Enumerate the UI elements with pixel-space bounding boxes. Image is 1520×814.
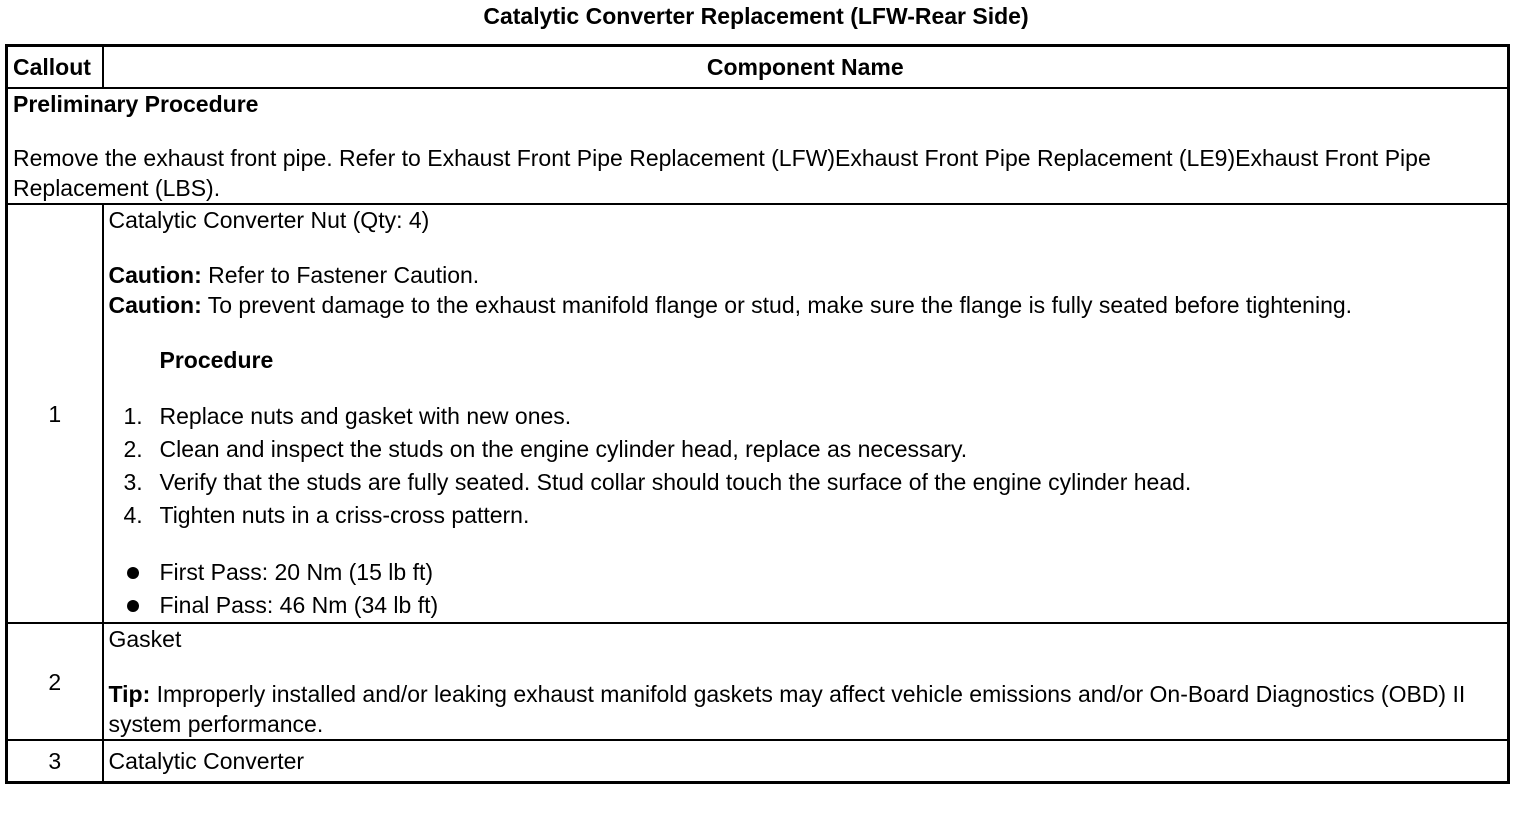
step-text: Replace nuts and gasket with new ones. [159,403,572,429]
procedure-heading: Procedure [159,347,274,373]
tip-label: Tip: [108,681,151,707]
list-item [109,400,1503,433]
list-item [109,499,1503,532]
preliminary-text: Remove the exhaust front pipe. Refer to Exhaust Front Pipe Replacement (LFW)Exhaust Front Pipe Replacement (LE9)Exhaust Front Pipe Replacement (LBS). [13,145,1431,201]
step-number: 3. [123,469,143,495]
component-name: Catalytic Converter Nut (Qty: 4) [108,207,430,233]
preliminary-row [7,88,1509,204]
caution-text: To prevent damage to the exhaust manifold flange or stud, make sure the flange is fully seated before tightening. [201,292,1353,318]
step-text: Clean and inspect the studs on the engine cylinder head, replace as necessary. [159,436,968,462]
callout-number: 2 [7,623,103,740]
procedure-steps [109,400,1503,532]
header-component-name: Component Name [103,46,1509,89]
component-name: Catalytic Converter [103,740,1509,783]
step-text: Verify that the studs are fully seated. Stud collar should touch the surface of the engine cylinder head. [159,469,1192,495]
header-callout: Callout [7,46,103,89]
bullet-icon [127,600,139,612]
table-row [7,740,1509,783]
header-row [7,46,1509,89]
step-text: Tighten nuts in a criss-cross pattern. [159,502,530,528]
list-item [109,556,1503,589]
list-item [109,589,1503,622]
caution-line [109,260,1503,290]
caution-line [109,290,1503,320]
component-name: Gasket [108,626,182,652]
caution-text: Refer to Fastener Caution. [201,262,480,288]
step-number: 1. [123,403,143,429]
document-title: Catalytic Converter Replacement (LFW-Rear Side) [483,3,1029,29]
list-item [109,433,1503,466]
list-item [109,466,1503,499]
caution-label: Caution: [108,262,202,288]
caution-label: Caution: [108,292,202,318]
component-cell [103,204,1509,623]
callout-number: 1 [7,204,103,623]
table-row [7,623,1509,740]
step-number: 4. [123,502,143,528]
preliminary-cell [7,88,1509,204]
pass-text: First Pass: 20 Nm (15 lb ft) [159,559,434,585]
tip-text [109,679,1503,739]
torque-passes [109,556,1503,622]
pass-text: Final Pass: 46 Nm (34 lb ft) [159,592,439,618]
tip-body: Improperly installed and/or leaking exhaust manifold gaskets may affect vehicle emissions and/or On-Board Diagnostics (OBD) II system performance. [108,681,1466,737]
callout-number: 3 [7,740,103,783]
bullet-icon [127,567,139,579]
step-number: 2. [123,436,143,462]
preliminary-heading: Preliminary Procedure [13,91,259,117]
callout-table [5,44,1510,784]
component-cell [103,623,1509,740]
table-row [7,204,1509,623]
